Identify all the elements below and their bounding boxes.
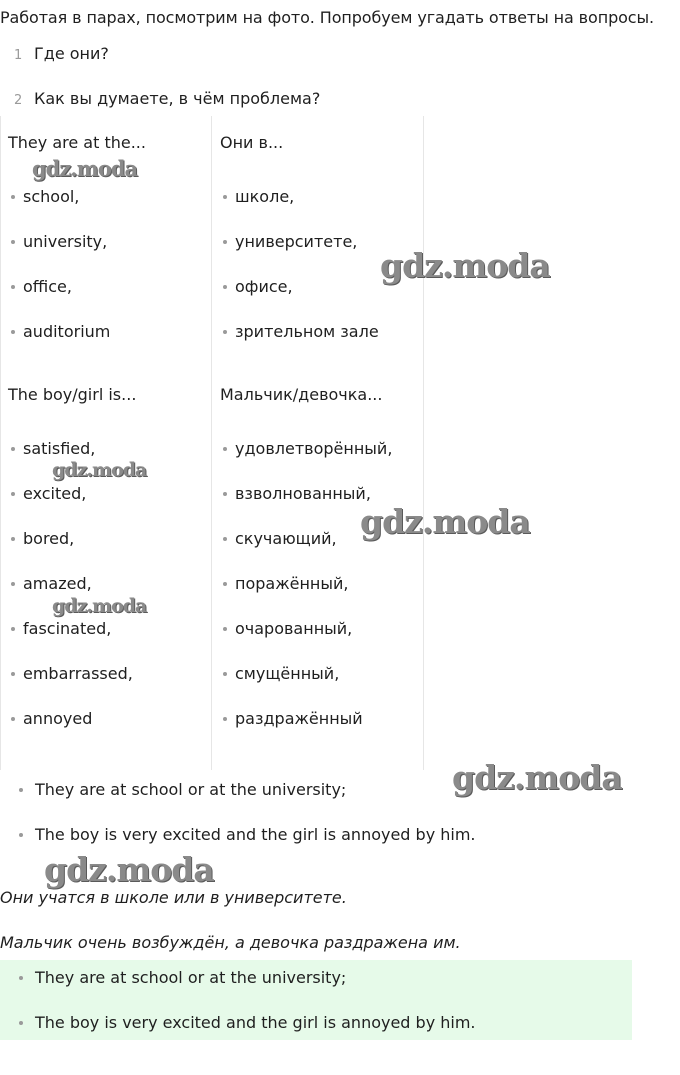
en-list-item: satisfied, [23, 439, 96, 458]
ru-list-item: удовлетворённый, [235, 439, 393, 458]
watermark: gdz.moda [44, 850, 214, 889]
ru-list-item: смущённый, [235, 664, 340, 683]
ru-list-item: взволнованный, [235, 484, 371, 503]
ru-list-item: университете, [235, 232, 358, 251]
ru-list-item: школе, [235, 187, 295, 206]
watermark: gdz.moda [452, 758, 622, 797]
ru-list-item: поражённый, [235, 574, 349, 593]
en-list-item: fascinated, [23, 619, 112, 638]
en-heading-feeling: The boy/girl is... [8, 385, 137, 404]
answer-en-1: They are at school or at the university; [35, 780, 347, 799]
ru-list-item: офисе, [235, 277, 293, 296]
en-list-item: amazed, [23, 574, 92, 593]
watermark: gdz.moda [360, 502, 530, 541]
en-list-item: embarrassed, [23, 664, 133, 683]
ru-list-item: зрительном зале [235, 322, 379, 341]
en-list-item: bored, [23, 529, 75, 548]
en-list-item: annoyed [23, 709, 93, 728]
watermark: gdz.moda [52, 459, 147, 481]
question-2 [14, 89, 320, 108]
question-text: Как вы думаете, в чём проблема? [34, 89, 321, 108]
intro-text: Работая в парах, посмотрим на фото. Попробуем угадать ответы на вопросы. [0, 8, 655, 27]
question-number: 2 [14, 93, 23, 108]
watermark: gdz.moda [32, 156, 138, 181]
answer-ru-2: Мальчик очень возбуждён, а девочка раздражена им. [0, 933, 461, 952]
ru-heading-place: Они в... [220, 133, 284, 152]
ru-list-item: очарованный, [235, 619, 353, 638]
question-number: 1 [14, 48, 23, 63]
highlight-answer-2: The boy is very excited and the girl is annoyed by him. [35, 1013, 476, 1032]
answer-en-2: The boy is very excited and the girl is annoyed by him. [35, 825, 476, 844]
highlighted-answer-block [0, 960, 632, 1040]
vocabulary-table [0, 116, 424, 770]
watermark: gdz.moda [380, 246, 550, 285]
en-list-item: office, [23, 277, 72, 296]
watermark: gdz.moda [52, 595, 147, 617]
en-heading-place: They are at the... [8, 133, 146, 152]
en-list-item: school, [23, 187, 80, 206]
en-list-item: university, [23, 232, 108, 251]
answer-ru-1: Они учатся в школе или в университете. [0, 888, 347, 907]
ru-list-item: скучающий, [235, 529, 337, 548]
en-list-item: auditorium [23, 322, 111, 341]
highlight-answer-1: They are at school or at the university; [35, 968, 347, 987]
question-1 [14, 44, 109, 63]
ru-heading-feeling: Мальчик/девочка... [220, 385, 383, 404]
en-list-item: excited, [23, 484, 87, 503]
ru-list-item: раздражённый [235, 709, 363, 728]
question-text: Где они? [34, 44, 109, 63]
